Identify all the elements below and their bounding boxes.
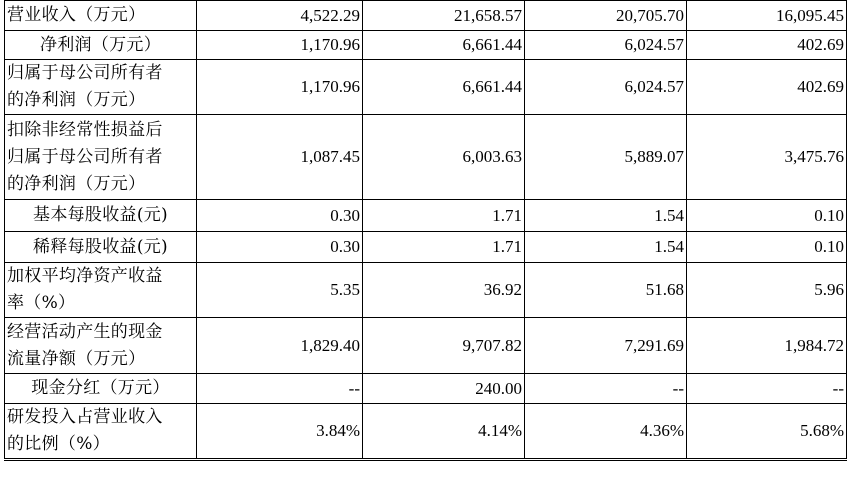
value-cell: -- [687,374,847,404]
value-cell: 16,095.45 [687,1,847,31]
value-cell: 9,707.82 [363,318,525,374]
table-body [5,1,847,460]
table-row [5,115,847,200]
value-cell: 0.10 [687,200,847,232]
table-row [5,60,847,115]
row-label-line: 的净利润（万元） [7,173,146,194]
row-label-line: 稀释每股收益(元) [33,236,168,257]
value-cell: 1,087.45 [197,115,363,200]
value-cell: 6,003.63 [363,115,525,200]
row-label-line: 经营活动产生的现金 [7,321,163,342]
value-cell: 7,291.69 [525,318,687,374]
table-row [5,263,847,318]
row-label-cell [5,115,197,200]
row-label-line: 的比例（%） [7,434,110,454]
value-cell: 1,984.72 [687,318,847,374]
table-row [5,404,847,460]
value-cell: 3.84% [197,404,363,460]
value-cell: 1.71 [363,232,525,263]
value-cell: 4,522.29 [197,1,363,31]
value-cell: 3,475.76 [687,115,847,200]
value-cell: 5.96 [687,263,847,318]
value-cell: 1.71 [363,200,525,232]
row-label-line: 现金分红（万元） [31,378,170,398]
row-label-line: 流量净额（万元） [7,348,146,369]
row-label-line: 的净利润（万元） [7,90,146,110]
row-label-cell [5,60,197,115]
row-label-cell [5,200,197,232]
row-label-cell [5,1,197,31]
row-label-cell [5,31,197,60]
table-row [5,374,847,404]
row-label-cell [5,263,197,318]
row-label-cell [5,374,197,404]
value-cell: 402.69 [687,31,847,60]
value-cell: 0.10 [687,232,847,263]
value-cell: 20,705.70 [525,1,687,31]
value-cell: 6,024.57 [525,31,687,60]
value-cell: 1.54 [525,232,687,263]
row-label-line: 加权平均净资产收益 [7,266,163,286]
value-cell: 5.68% [687,404,847,460]
table-row [5,200,847,232]
value-cell: 240.00 [363,374,525,404]
value-cell: 51.68 [525,263,687,318]
value-cell: 36.92 [363,263,525,318]
table-row [5,31,847,60]
value-cell: 5,889.07 [525,115,687,200]
value-cell: 6,024.57 [525,60,687,115]
row-label-line: 归属于母公司所有者 [7,63,163,83]
value-cell: 6,661.44 [363,60,525,115]
value-cell: 6,661.44 [363,31,525,60]
row-label-line: 营业收入（万元） [7,5,146,25]
table-row [5,232,847,263]
row-label-line: 归属于母公司所有者 [7,146,163,167]
value-cell: 1,170.96 [197,31,363,60]
value-cell: 1.54 [525,200,687,232]
financial-indicators-table [4,0,847,461]
row-label-line: 研发投入占营业收入 [7,407,163,427]
value-cell: 402.69 [687,60,847,115]
value-cell: -- [197,374,363,404]
row-label-cell [5,232,197,263]
value-cell: 0.30 [197,232,363,263]
value-cell: 21,658.57 [363,1,525,31]
row-label-line: 率（%） [7,293,76,313]
value-cell: 0.30 [197,200,363,232]
value-cell: 4.14% [363,404,525,460]
row-label-line: 净利润（万元） [39,34,162,55]
row-label-line: 基本每股收益(元) [33,205,168,225]
value-cell: 5.35 [197,263,363,318]
table-row [5,1,847,31]
value-cell: -- [525,374,687,404]
value-cell: 1,170.96 [197,60,363,115]
value-cell: 1,829.40 [197,318,363,374]
value-cell: 4.36% [525,404,687,460]
row-label-cell [5,318,197,374]
table-row [5,318,847,374]
financial-table-container [4,0,846,461]
row-label-line: 扣除非经常性损益后 [7,119,163,140]
row-label-cell [5,404,197,460]
